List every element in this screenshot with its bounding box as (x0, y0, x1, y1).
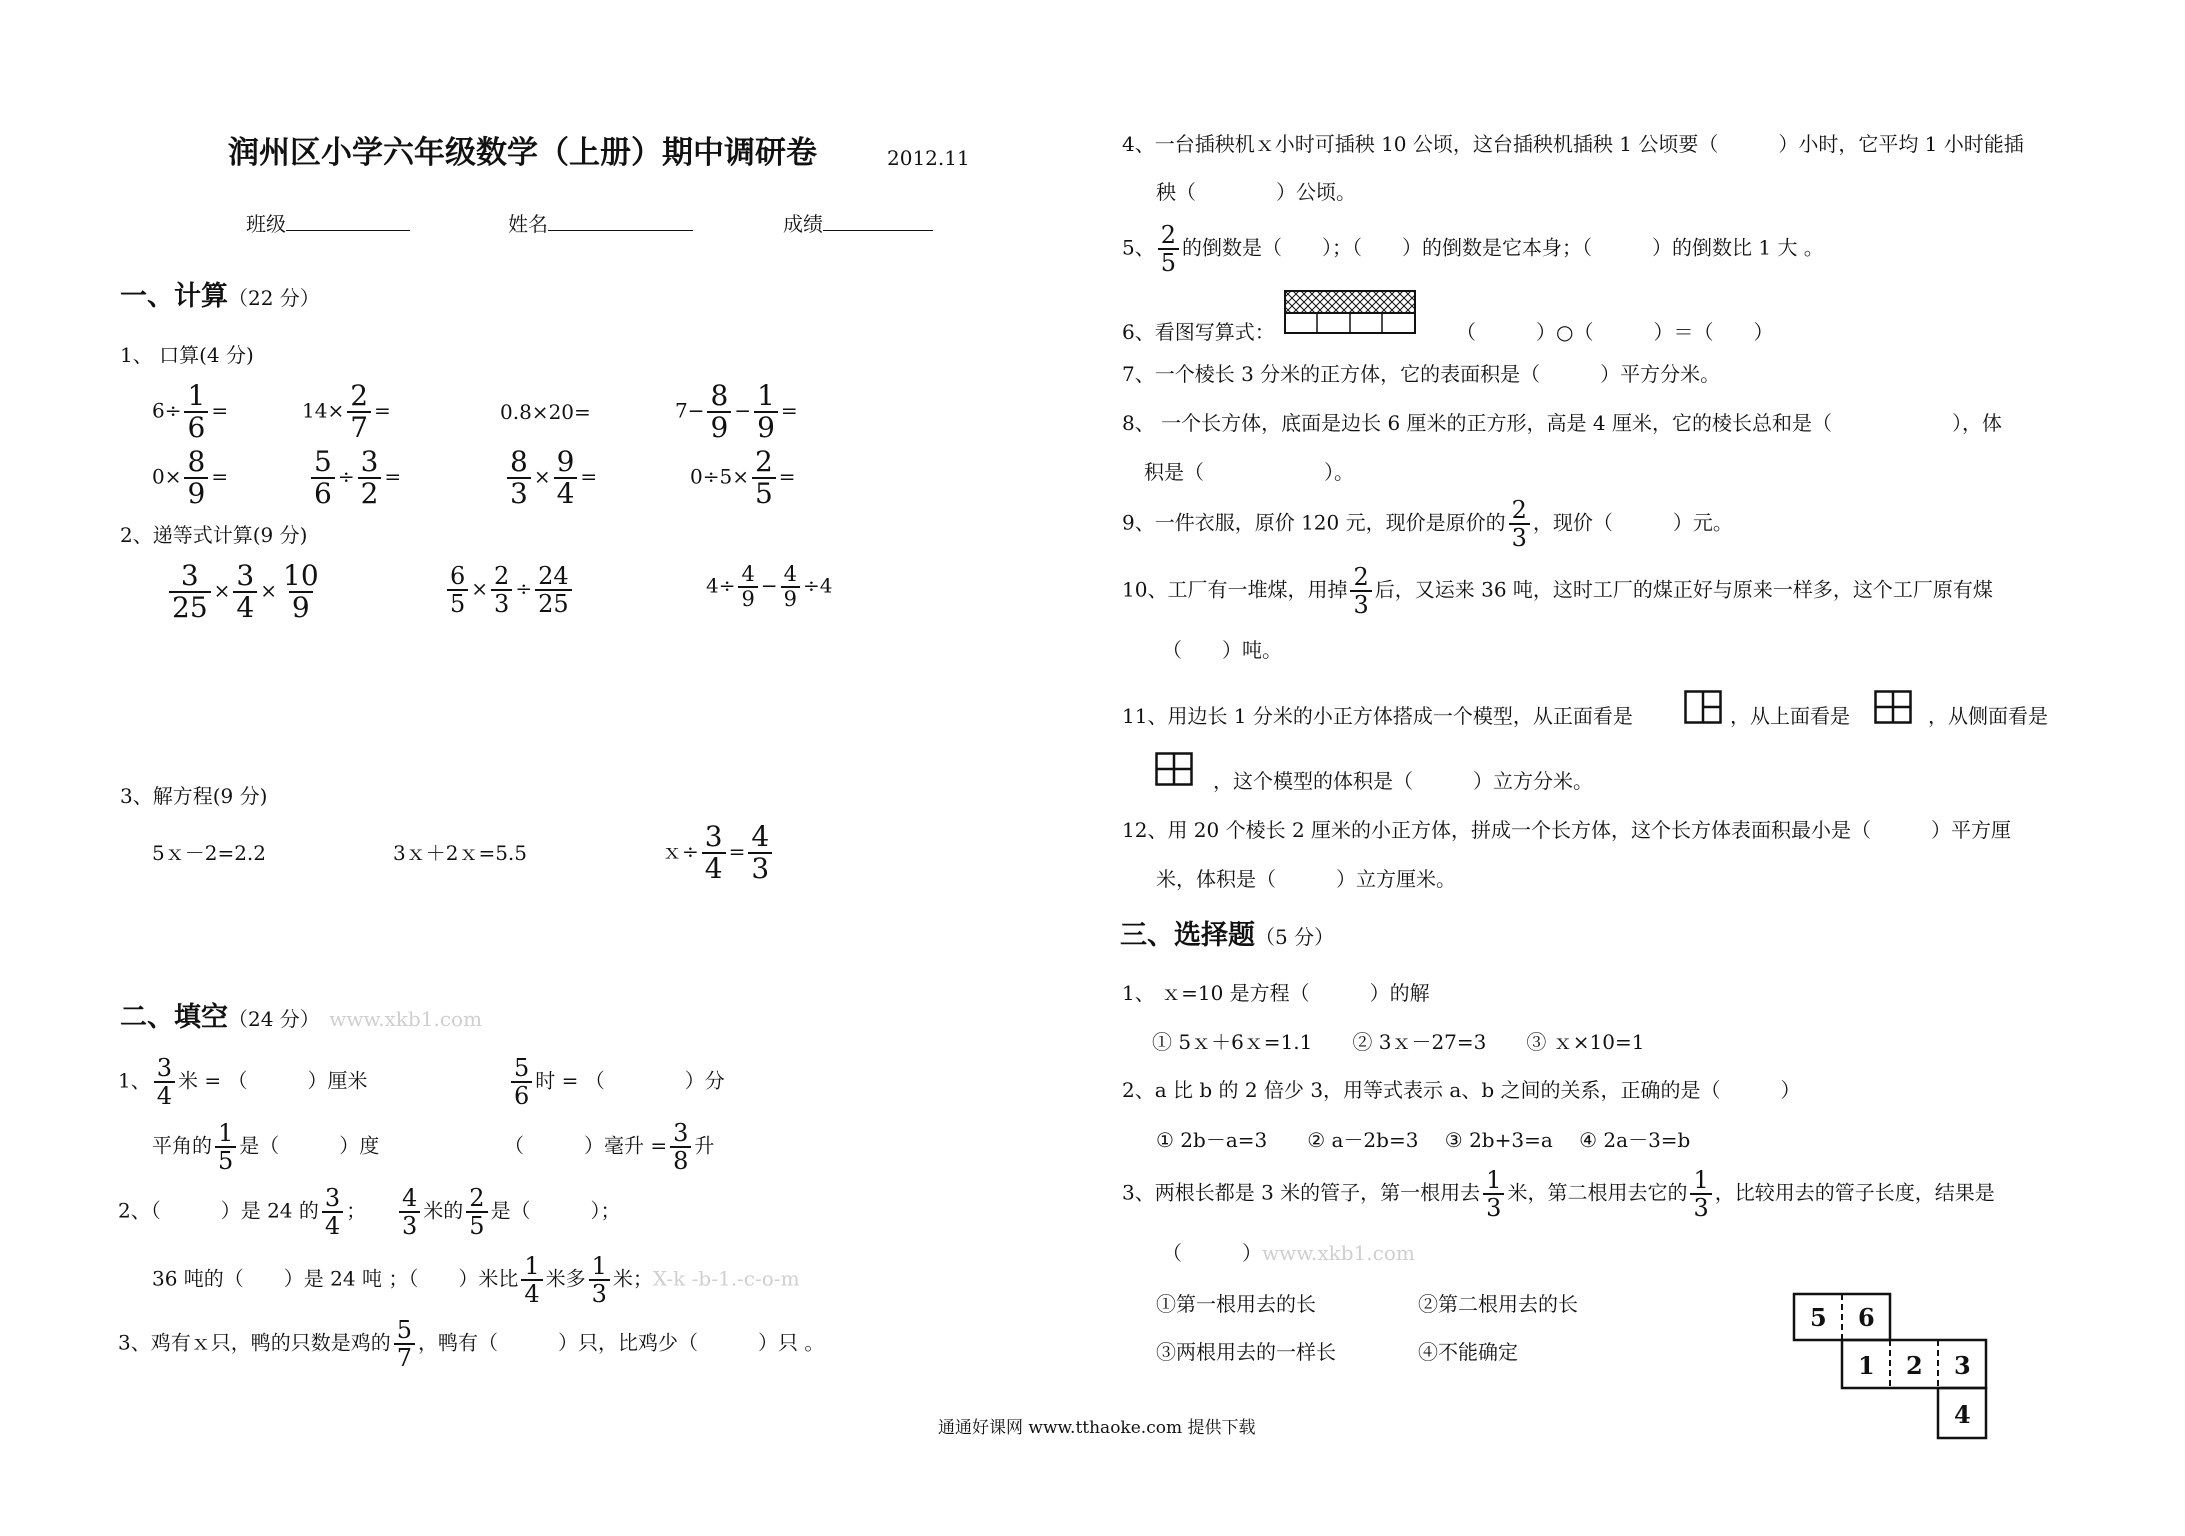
name-field[interactable] (508, 214, 693, 234)
fill-8-line1: 8、 一个长方体，底面是边长 6 厘米的正方形，高是 4 厘米，它的棱长总和是（ ），体 (1122, 411, 2002, 435)
fill-6-answer: （ ）○（ ）＝（ ） (1456, 320, 1774, 344)
step-calc-2: $\frac{6}{5}$ × $\frac{2}{3}$ ÷ $\frac{24}{25}$ (444, 564, 575, 616)
net-face-2: 2 (1906, 1351, 1923, 1380)
mental-calc-4: 7− $\frac{8}{9}$ − $\frac{1}{9}$ = (675, 379, 798, 444)
fill-7: 7、一个棱长 3 分米的正方体，它的表面积是（ ）平方分米。 (1122, 362, 1721, 386)
step-calc-1: $\frac{3}{25}$ × $\frac{3}{4}$ × $\frac{10}{9}$ (166, 562, 325, 622)
fill-2c: 36 吨的（ ）是 24 吨 ；（ ）米比 $\frac{1}{4}$ 米多 $\frac{1}{3}$ 米；X-k -b-1.-c-o-m (152, 1252, 800, 1308)
choice-2-options[interactable]: ① 2b－a=3 ② a－2b=3 ③ 2b+3=a ④ 2a－3=b (1156, 1128, 1691, 1152)
fill-1b: $\frac{5}{6}$ 时 = （ ）分 (508, 1056, 725, 1108)
score-field[interactable] (783, 214, 933, 234)
equation-3: ｘ÷ $\frac{3}{4}$ = $\frac{4}{3}$ (662, 823, 775, 883)
exam-date: 2012.11 (887, 146, 970, 170)
fill-10-line2: （ ）吨。 (1162, 638, 1282, 662)
class-label: 班级 (246, 212, 286, 236)
net-face-6: 6 (1858, 1303, 1875, 1332)
fill-11-line2: ，这个模型的体积是（ ）立方分米。 (1213, 769, 1593, 793)
top-view-icon (1874, 690, 1912, 724)
q3-heading: 3、解方程(9 分) (120, 784, 268, 808)
equation-2: 3ｘ＋2ｘ=5.5 (393, 841, 528, 865)
fill-1a: 1、 $\frac{3}{4}$ 米 = （ ）厘米 (118, 1054, 368, 1110)
fill-5: 5、 $\frac{2}{5}$ 的倒数是（ ）；（ ）的倒数是它本身；（ ）的倒数比 1 大 。 (1122, 221, 1824, 277)
watermark: www.xkb1.com (329, 1007, 483, 1031)
watermark-2: X-k -b-1.-c-o-m (652, 1266, 800, 1291)
fill-2a: 2、（ ）是 24 的 $\frac{3}{4}$ ； (118, 1184, 367, 1240)
mental-calc-1: 6÷ $\frac{1}{6}$ = (152, 379, 229, 444)
name-label: 姓名 (508, 212, 548, 236)
mental-calc-8: 0÷5× $\frac{2}{5}$ = (690, 445, 796, 510)
footer-credit: 通通好课网 www.tthaoke.com 提供下载 (938, 1418, 1256, 1438)
front-view-icon (1684, 690, 1722, 724)
choice-1: 1、 ｘ=10 是方程（ ）的解 (1122, 981, 1430, 1005)
side-view-icon (1155, 752, 1193, 786)
choice-3-blank: （ ）www.xkb1.com (1162, 1241, 1415, 1265)
fill-4-line2: 秧（ ）公顷。 (1156, 180, 1356, 204)
fill-10-line1: 10、工厂有一堆煤，用掉 $\frac{2}{3}$ 后，又运来 36 吨，这时工厂的煤正好与原来一样多，这个工厂原有煤 (1122, 563, 1993, 619)
fill-8-line2: 积是（ ）。 (1144, 460, 1354, 484)
net-face-1: 1 (1858, 1351, 1875, 1380)
equation-1: 5ｘ－2=2.2 (152, 841, 267, 865)
mental-calc-5: 0× $\frac{8}{9}$ = (152, 445, 229, 510)
page-title: 润州区小学六年级数学（上册）期中调研卷 (228, 135, 817, 171)
net-face-4: 4 (1954, 1400, 1971, 1429)
choice-2: 2、a 比 b 的 2 倍少 3，用等式表示 a、b 之间的关系，正确的是（ ） (1122, 1078, 1801, 1102)
choice-3-option-1[interactable]: ①第一根用去的长 (1156, 1292, 1316, 1316)
mental-calc-3: 0.8×20= (500, 400, 591, 424)
watermark-3: www.xkb1.com (1262, 1241, 1415, 1265)
fill-12-line2: 米，体积是（ ）立方厘米。 (1156, 867, 1456, 891)
net-face-5: 5 (1810, 1303, 1827, 1332)
step-calc-3: 4÷ $\frac{4}{9}$ − $\frac{4}{9}$ ÷4 (706, 562, 833, 611)
choice-3-option-4[interactable]: ④不能确定 (1418, 1340, 1518, 1364)
choice-3-option-2[interactable]: ②第二根用去的长 (1418, 1292, 1578, 1316)
mental-calc-6: $\frac{5}{6}$ ÷ $\frac{3}{2}$ = (308, 448, 401, 508)
section-3-heading: 三、选择题（5 分） (1120, 920, 1335, 951)
fill-2b: $\frac{4}{3}$ 米的 $\frac{2}{5}$ 是（ ）； (396, 1186, 621, 1238)
mental-calc-7: $\frac{8}{3}$ × $\frac{9}{4}$ = (504, 448, 597, 508)
hatched-fraction-diagram (1284, 290, 1416, 335)
q2-heading: 2、递等式计算(9 分) (120, 523, 308, 547)
fill-6: 6、看图写算式： (1122, 320, 1275, 344)
section-2-heading: 二、填空（24 分） www.xkb1.com (120, 1002, 483, 1033)
fill-1c: 平角的 $\frac{1}{5}$ 是（ ）度 (152, 1119, 380, 1175)
choice-1-options[interactable]: ① 5ｘ＋6ｘ=1.1 ② 3ｘ－27=3 ③ ｘ×10=1 (1152, 1030, 1645, 1054)
score-label: 成绩 (783, 212, 823, 236)
choice-3-option-3[interactable]: ③两根用去的一样长 (1156, 1340, 1336, 1364)
net-face-3: 3 (1954, 1351, 1971, 1380)
fill-9: 9、一件衣服，原价 120 元，现价是原价的 $\frac{2}{3}$ ，现价（ ）元。 (1122, 496, 1733, 552)
mental-calc-2: 14× $\frac{2}{7}$ = (302, 379, 391, 444)
fill-11-line1: 11、用边长 1 分米的小正方体搭成一个模型，从正面看是 (1122, 704, 1633, 728)
section-1-heading: 一、计算（22 分） (120, 281, 320, 312)
fill-1d: （ ）毫升 = $\frac{3}{8}$ 升 (504, 1119, 715, 1175)
q1-heading: 1、 口算(4 分) (120, 343, 254, 367)
fill-3: 3、鸡有ｘ只，鸭的只数是鸡的 $\frac{5}{7}$ ，鸭有（ ）只，比鸡少（ ）只 。 (118, 1316, 825, 1372)
class-field[interactable] (246, 214, 410, 234)
fill-4-line1: 4、一台插秧机ｘ小时可插秧 10 公顷，这台插秧机插秧 1 公顷要（ ）小时，它平均 1 小时能插 (1122, 132, 2024, 156)
fill-11-side-label: ，从侧面看是 (1928, 704, 2048, 728)
choice-3: 3、两根长都是 3 米的管子，第一根用去 $\frac{1}{3}$ 米，第二根用去它的 $\frac{1}{3}$ ，比较用去的管子长度，结果是 (1122, 1166, 1995, 1222)
fill-12-line1: 12、用 20 个棱长 2 厘米的小正方体，拼成一个长方体，这个长方体表面积最小是（ ）平方厘 (1122, 818, 2012, 842)
fill-11-top-label: ，从上面看是 (1730, 704, 1850, 728)
